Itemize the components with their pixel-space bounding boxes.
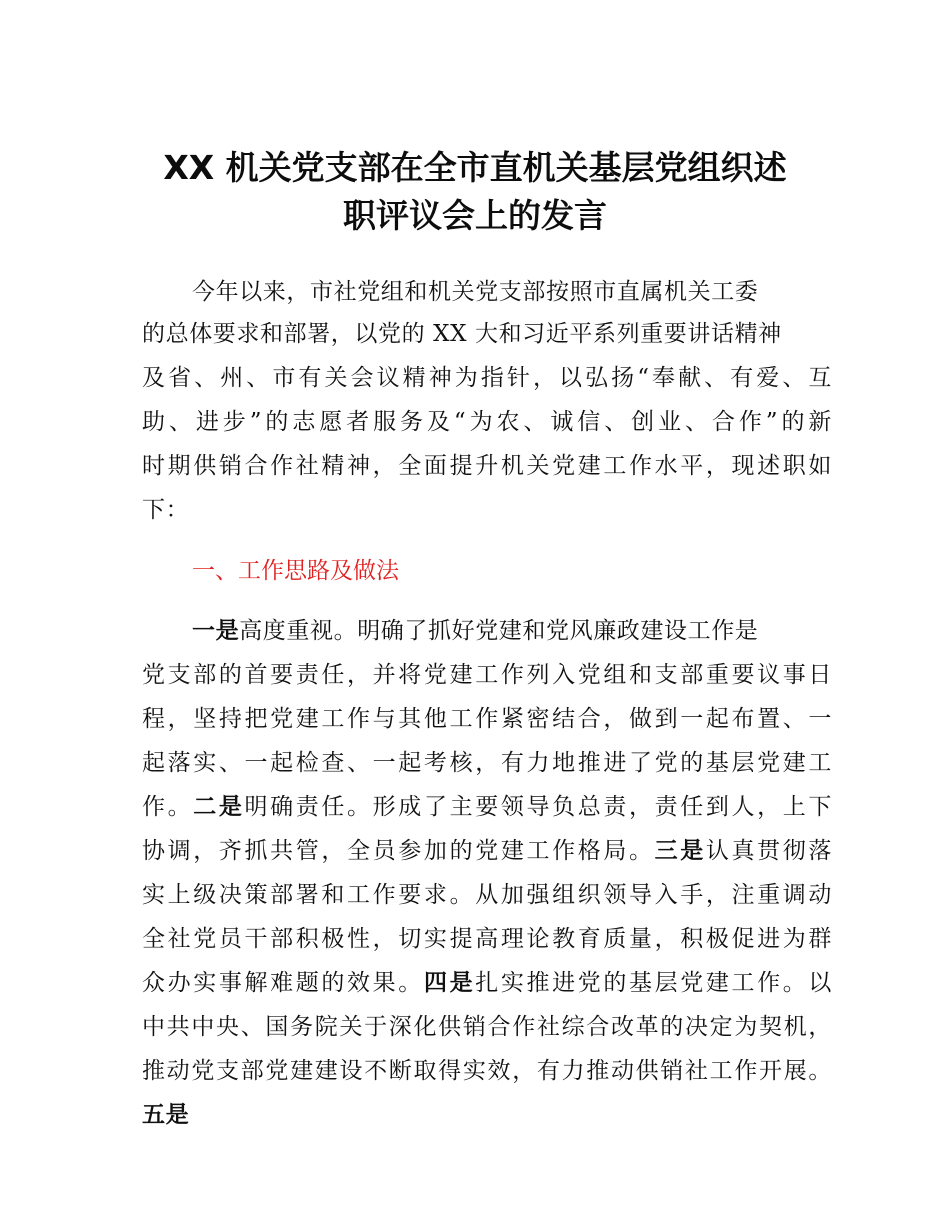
body-line: 全社党员干部积极性，切实提高理论教育质量，积极促进为群 [142, 926, 832, 952]
document-title-line-1: XX 机关党支部在全市直机关基层党组织述 [163, 148, 787, 187]
body-line [142, 1101, 832, 1129]
point-label: 一是 [192, 618, 240, 644]
body-line [192, 617, 832, 645]
body-text: 扎实推进党的基层党建工作。以 [475, 970, 832, 996]
intro-line: 今年以来，市社党组和机关党支部按照市直属机关工委 [192, 279, 759, 305]
point-label: 三是 [654, 838, 706, 864]
body-text: 协调，齐抓共管，全员参加的党建工作格局。 [142, 838, 655, 864]
body-line: 程，坚持把党建工作与其他工作紧密结合，做到一起布置、一 [142, 706, 832, 732]
body-line: 起落实、一起检查、一起考核，有力地推进了党的基层党建工 [142, 750, 832, 776]
point-label: 四是 [423, 970, 476, 996]
intro-line: 的总体要求和部署，以党的 XX 大和习近平系列重要讲话精神 [142, 321, 782, 347]
body-line [142, 969, 832, 997]
body-line [142, 793, 832, 821]
point-label: 二是 [193, 794, 245, 820]
body-text: 明确责任。形成了主要领导负总责，责任到人，上下 [244, 794, 832, 820]
section-heading: 一、工作思路及做法 [192, 558, 399, 584]
body-line: 推动党支部党建建设不断取得实效，有力推动供销社工作开展。 [142, 1058, 832, 1084]
body-line: 实上级决策部署和工作要求。从加强组织领导入手，注重调动 [142, 882, 832, 908]
body-text: 认真贯彻落 [705, 838, 832, 864]
body-text: 高度重视。明确了抓好党建和党风廉政建设工作是 [239, 618, 759, 644]
intro-line: 及省、州、市有关会议精神为指针，以弘扬“奉献、有爱、互 [142, 365, 832, 391]
body-line: 党支部的首要责任，并将党建工作列入党组和支部重要议事日 [142, 662, 832, 688]
body-line: 中共中央、国务院关于深化供销合作社综合改革的决定为契机， [142, 1014, 832, 1040]
intro-line: 时期供销合作社精神，全面提升机关党建工作水平，现述职如 [142, 453, 832, 479]
intro-line: 助、进步”的志愿者服务及“为农、诚信、创业、合作”的新 [142, 409, 832, 435]
body-text: 作。 [142, 794, 194, 820]
point-label: 五是 [142, 1102, 190, 1128]
document-title-line-2: 职评议会上的发言 [343, 196, 607, 235]
body-line [142, 837, 832, 865]
intro-line: 下： [142, 497, 190, 523]
body-text: 众办实事解难题的效果。 [142, 970, 424, 996]
